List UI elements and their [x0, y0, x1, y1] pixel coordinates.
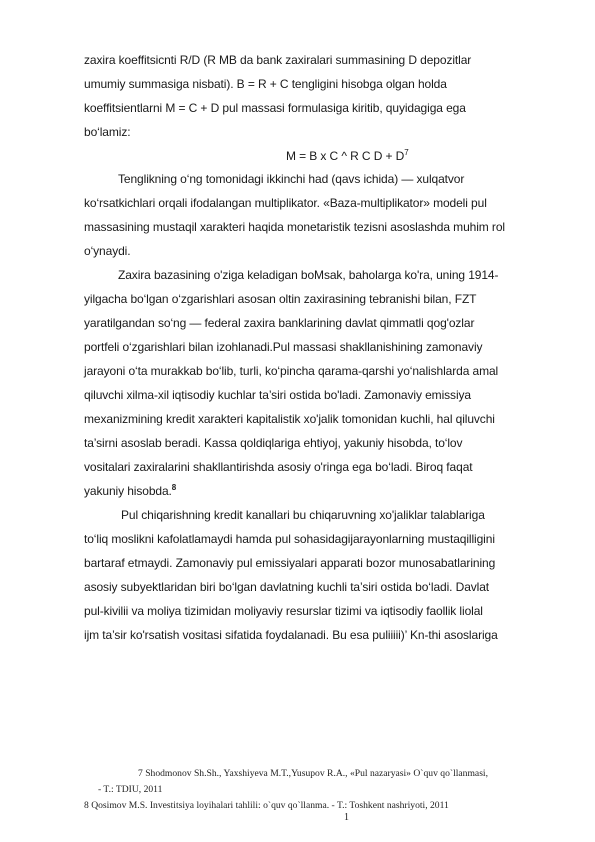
body-line: bartaraf etmaydi. Zamonaviy pul emissiyalari apparati bozor munosabatlarining: [84, 556, 496, 570]
footnote-7-cont: - T.: TDIU, 2011: [98, 784, 163, 795]
body-line: portfeli o‘zgarishlari bilan izohlanadi.Pul massasi shakllanishining zamonaviy: [84, 340, 483, 354]
body-text: yakuniy hisobda.: [84, 484, 172, 498]
body-line: massasining mustaqil xarakteri haqida monetaristik tezisni asoslashda muhim rol: [84, 220, 505, 234]
body-line: vositalari zaxiralarini shakllantirishda asosiy o'ringa ega bo‘ladi. Biroq faqat: [84, 460, 473, 474]
body-line: ijm ta’sir ko'rsatish vositasi sifatida foydalanadi. Bu esa puliiiii)’ Kn-thi asoslariga: [84, 628, 498, 642]
body-line: ko‘rsatkichlari orqali ifodalangan multiplikator. «Baza-multiplikator» modeli pul: [84, 196, 487, 210]
body-line: Pul chiqarishning kredit kanallari bu chiqaruvning xo'jaliklar talablariga: [121, 508, 485, 522]
body-line-with-ref: [84, 484, 176, 498]
footnote-ref-7: 7: [404, 148, 409, 157]
body-line: asosiy subyektlaridan biri bo‘lgan davlatning kuchli ta’siri ostida bo‘ladi. Davlat: [84, 580, 490, 594]
formula-text: M = B x C ^ R C D + D: [286, 149, 405, 163]
footnote-ref-8: 8: [171, 483, 177, 492]
body-line: Zaxira bazasining o'ziga keladigan boMsak, baholarga ko'ra, uning 1914-: [118, 268, 499, 282]
body-line: yaratilgandan so‘ng — federal zaxira banklarining davlat qimmatli qog'ozlar: [84, 316, 475, 330]
footnote-8: 8 Qosimov M.S. Investitsiya loyihalari tahlili: o`quv qo`llanma. - T.: Toshkent nashriyoti, 2011: [84, 800, 449, 811]
body-line: ta’sirni asoslab beradi. Kassa qoldiqlariga ehtiyoj, yakuniy hisobda, to‘lov: [84, 436, 463, 450]
body-line: bo‘lamiz:: [84, 125, 131, 139]
body-line: yilgacha bo‘lgan o‘zgarishlari asosan oltin zaxirasining tebranishi bilan, FZT: [84, 292, 477, 306]
body-line: to‘liq moslikni kafolatlamaydi hamda pul sohasidagijarayonlarning mustaqilligini: [84, 532, 495, 546]
body-line: pul-kivilii va moliya tizimidan moliyaviy resurslar tizimi va iqtisodiy faollik liolal: [84, 604, 483, 618]
body-line: o‘ynaydi.: [84, 244, 131, 258]
body-line: umumiy summasiga nisbati). B = R + C tengligini hisobga olgan holda: [84, 77, 447, 91]
footnote-7: 7 Shodmonov Sh.Sh., Yaxshiyeva M.T.,Yusupov R.A., «Pul nazaryasi» O`quv qo`llanmasi,: [138, 768, 488, 779]
body-line: koeffitsientlarni M = C + D pul massasi formulasiga kiritib, quyidagiga ega: [84, 101, 466, 115]
body-line: zaxira koeffitsicnti R/D (R MB da bank zaxiralari summasining D depozitlar: [84, 53, 472, 67]
body-line: Tenglikning o‘ng tomonidagi ikkinchi had (qavs ichida) — xulqatvor: [118, 172, 465, 186]
page-number: 1: [344, 812, 349, 823]
body-line: mexanizmining kredit xarakteri kapitalistik xo'jalik tomonidan kuchli, hal qiluvchi: [84, 412, 495, 426]
body-line: qiluvchi xilma-xil iqtisodiy kuchlar ta’siri ostida bo'ladi. Zamonaviy emissiya: [84, 388, 471, 402]
formula: [286, 149, 409, 163]
body-line: jarayoni o‘ta murakkab bo‘lib, turli, ko‘pincha qarama-qarshi yo‘nalishlarda amal: [84, 364, 499, 378]
